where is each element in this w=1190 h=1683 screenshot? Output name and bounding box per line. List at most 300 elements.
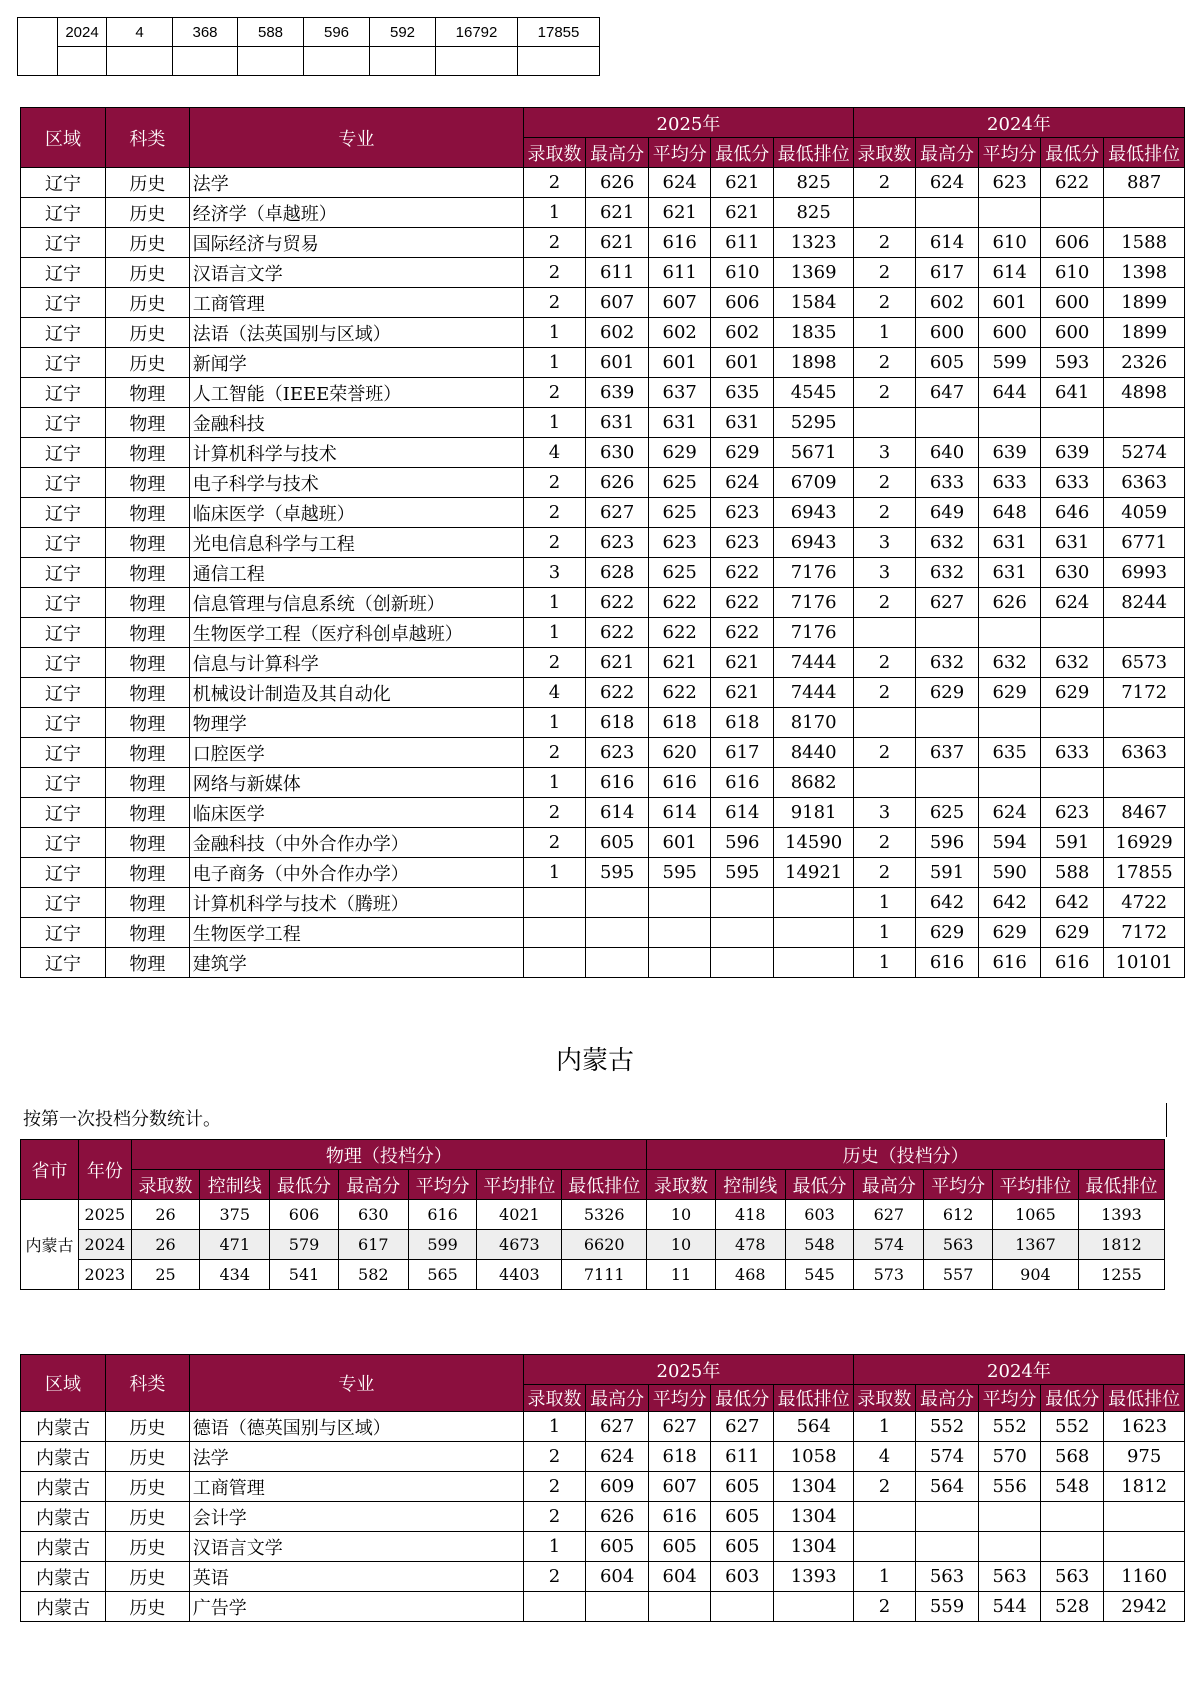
value-cell: 602 bbox=[586, 318, 649, 348]
region-cell: 辽宁 bbox=[21, 318, 106, 348]
value-cell: 528 bbox=[1041, 1592, 1104, 1622]
value-cell: 642 bbox=[915, 888, 978, 918]
value-cell: 2 bbox=[524, 228, 586, 258]
subject-cell: 历史 bbox=[105, 348, 189, 378]
value-cell: 5295 bbox=[774, 408, 854, 438]
value-cell: 616 bbox=[586, 768, 649, 798]
value-cell: 627 bbox=[586, 1412, 649, 1442]
value-cell: 563 bbox=[924, 1230, 993, 1260]
value-cell: 26 bbox=[131, 1200, 200, 1230]
value-cell: 887 bbox=[1104, 168, 1185, 198]
value-cell: 603 bbox=[785, 1200, 854, 1230]
value-cell bbox=[649, 918, 711, 948]
region-cell: 辽宁 bbox=[21, 438, 106, 468]
value-cell: 3 bbox=[853, 528, 915, 558]
value-cell: 1 bbox=[853, 888, 915, 918]
value-cell: 1304 bbox=[774, 1502, 854, 1532]
value-cell: 611 bbox=[649, 258, 711, 288]
value-cell: 600 bbox=[1041, 288, 1104, 318]
value-cell: 610 bbox=[711, 258, 774, 288]
value-cell: 1 bbox=[853, 318, 915, 348]
value-cell: 629 bbox=[711, 438, 774, 468]
major-cell: 金融科技 bbox=[189, 408, 523, 438]
table-row bbox=[18, 47, 600, 76]
value-cell: 617 bbox=[915, 258, 978, 288]
table-row bbox=[21, 828, 1185, 858]
column-header: 最高分 bbox=[586, 1385, 649, 1412]
value-cell bbox=[1041, 1532, 1104, 1562]
value-cell: 629 bbox=[1041, 678, 1104, 708]
value-cell bbox=[711, 948, 774, 978]
value-cell: 610 bbox=[1041, 258, 1104, 288]
value-cell: 1812 bbox=[1078, 1230, 1164, 1260]
region-cell: 辽宁 bbox=[21, 468, 106, 498]
value-cell: 631 bbox=[586, 408, 649, 438]
value-cell: 563 bbox=[979, 1562, 1041, 1592]
value-cell: 601 bbox=[649, 828, 711, 858]
value-cell: 600 bbox=[915, 318, 978, 348]
subject-cell: 物理 bbox=[105, 678, 189, 708]
value-cell: 624 bbox=[979, 798, 1041, 828]
value-cell: 7176 bbox=[774, 588, 854, 618]
major-cell: 金融科技（中外合作办学） bbox=[189, 828, 523, 858]
value-cell: 629 bbox=[915, 918, 978, 948]
value-cell: 605 bbox=[586, 828, 649, 858]
header-year-2024: 2024年 bbox=[853, 108, 1184, 138]
column-header: 最低分 bbox=[711, 138, 774, 168]
province-cell: 内蒙古 bbox=[21, 1200, 79, 1290]
major-cell: 汉语言文学 bbox=[189, 258, 523, 288]
value-cell: 25 bbox=[131, 1260, 200, 1290]
column-header: 最低分 bbox=[711, 1385, 774, 1412]
value-cell: 471 bbox=[200, 1230, 270, 1260]
value-cell: 605 bbox=[649, 1532, 711, 1562]
table-cell: 16792 bbox=[436, 18, 518, 47]
value-cell: 602 bbox=[649, 318, 711, 348]
column-header: 最低排位 bbox=[774, 138, 854, 168]
value-cell: 1899 bbox=[1104, 288, 1185, 318]
value-cell: 616 bbox=[408, 1200, 477, 1230]
value-cell: 26 bbox=[131, 1230, 200, 1260]
subject-cell: 历史 bbox=[105, 258, 189, 288]
major-cell: 会计学 bbox=[189, 1502, 523, 1532]
value-cell: 2 bbox=[524, 378, 586, 408]
value-cell: 632 bbox=[979, 648, 1041, 678]
major-cell: 电子商务（中外合作办学） bbox=[189, 858, 523, 888]
value-cell bbox=[1104, 618, 1185, 648]
region-cell: 内蒙古 bbox=[21, 1562, 106, 1592]
value-cell: 591 bbox=[1041, 828, 1104, 858]
value-cell: 2 bbox=[853, 348, 915, 378]
value-cell: 2 bbox=[524, 288, 586, 318]
value-cell: 4059 bbox=[1104, 498, 1185, 528]
value-cell: 591 bbox=[915, 858, 978, 888]
value-cell bbox=[979, 768, 1041, 798]
header-major: 专业 bbox=[189, 1355, 523, 1412]
value-cell bbox=[1041, 198, 1104, 228]
value-cell: 601 bbox=[649, 348, 711, 378]
value-cell: 614 bbox=[649, 798, 711, 828]
value-cell: 632 bbox=[915, 648, 978, 678]
table-cell: 17855 bbox=[518, 18, 600, 47]
subject-cell: 历史 bbox=[105, 228, 189, 258]
column-header: 录取数 bbox=[524, 138, 586, 168]
value-cell: 582 bbox=[338, 1260, 408, 1290]
major-cell: 信息与计算科学 bbox=[189, 648, 523, 678]
value-cell: 629 bbox=[979, 678, 1041, 708]
year-cell: 2024 bbox=[79, 1230, 132, 1260]
value-cell: 1398 bbox=[1104, 258, 1185, 288]
region-cell: 辽宁 bbox=[21, 708, 106, 738]
value-cell bbox=[1104, 768, 1185, 798]
value-cell: 1304 bbox=[774, 1472, 854, 1502]
value-cell: 616 bbox=[711, 768, 774, 798]
value-cell: 602 bbox=[915, 288, 978, 318]
value-cell bbox=[853, 768, 915, 798]
value-cell: 2 bbox=[853, 858, 915, 888]
table-row bbox=[21, 408, 1185, 438]
value-cell: 631 bbox=[711, 408, 774, 438]
value-cell: 588 bbox=[1041, 858, 1104, 888]
subject-cell: 历史 bbox=[105, 318, 189, 348]
table-row bbox=[21, 378, 1185, 408]
column-header: 录取数 bbox=[131, 1170, 200, 1200]
value-cell: 637 bbox=[649, 378, 711, 408]
value-cell bbox=[649, 888, 711, 918]
major-cell: 法语（法英国别与区域） bbox=[189, 318, 523, 348]
subject-cell: 物理 bbox=[105, 888, 189, 918]
value-cell: 2 bbox=[524, 738, 586, 768]
value-cell: 17855 bbox=[1104, 858, 1185, 888]
value-cell: 579 bbox=[270, 1230, 339, 1260]
subject-cell: 物理 bbox=[105, 588, 189, 618]
table-row bbox=[21, 1412, 1185, 1442]
value-cell: 8170 bbox=[774, 708, 854, 738]
major-cell: 人工智能（IEEE荣誉班） bbox=[189, 378, 523, 408]
value-cell: 4673 bbox=[477, 1230, 562, 1260]
table-cell: 368 bbox=[173, 18, 238, 47]
value-cell: 606 bbox=[711, 288, 774, 318]
major-cell: 英语 bbox=[189, 1562, 523, 1592]
value-cell: 631 bbox=[979, 528, 1041, 558]
table-row bbox=[21, 798, 1185, 828]
value-cell: 552 bbox=[979, 1412, 1041, 1442]
value-cell: 602 bbox=[711, 318, 774, 348]
value-cell: 2 bbox=[524, 1562, 586, 1592]
value-cell: 2 bbox=[524, 798, 586, 828]
value-cell: 1898 bbox=[774, 348, 854, 378]
value-cell: 621 bbox=[711, 168, 774, 198]
value-cell: 607 bbox=[586, 288, 649, 318]
value-cell: 1 bbox=[524, 408, 586, 438]
table-row bbox=[21, 918, 1185, 948]
value-cell: 622 bbox=[711, 588, 774, 618]
value-cell bbox=[1041, 1502, 1104, 1532]
table-row bbox=[21, 348, 1185, 378]
value-cell: 596 bbox=[915, 828, 978, 858]
value-cell: 647 bbox=[915, 378, 978, 408]
table-row bbox=[21, 1472, 1185, 1502]
value-cell: 633 bbox=[915, 468, 978, 498]
value-cell: 621 bbox=[711, 678, 774, 708]
value-cell: 6943 bbox=[774, 528, 854, 558]
value-cell: 600 bbox=[979, 318, 1041, 348]
value-cell: 1 bbox=[524, 1412, 586, 1442]
value-cell bbox=[524, 888, 586, 918]
value-cell bbox=[649, 1592, 711, 1622]
value-cell: 6363 bbox=[1104, 468, 1185, 498]
column-header: 平均分 bbox=[979, 1385, 1041, 1412]
value-cell: 605 bbox=[711, 1502, 774, 1532]
value-cell: 627 bbox=[854, 1200, 924, 1230]
table-row bbox=[21, 558, 1185, 588]
value-cell: 2 bbox=[524, 258, 586, 288]
value-cell: 618 bbox=[649, 708, 711, 738]
region-cell: 辽宁 bbox=[21, 528, 106, 558]
value-cell: 1369 bbox=[774, 258, 854, 288]
column-header: 录取数 bbox=[853, 1385, 915, 1412]
value-cell: 565 bbox=[408, 1260, 477, 1290]
header-year-2024: 2024年 bbox=[853, 1355, 1184, 1385]
column-header: 平均分 bbox=[979, 138, 1041, 168]
column-header: 录取数 bbox=[853, 138, 915, 168]
column-header: 最低分 bbox=[785, 1170, 854, 1200]
value-cell: 622 bbox=[649, 588, 711, 618]
region-cell: 辽宁 bbox=[21, 348, 106, 378]
value-cell: 621 bbox=[649, 198, 711, 228]
header-year-2025: 2025年 bbox=[524, 1355, 854, 1385]
value-cell: 2 bbox=[524, 468, 586, 498]
value-cell: 630 bbox=[1041, 558, 1104, 588]
value-cell: 633 bbox=[1041, 468, 1104, 498]
value-cell: 631 bbox=[1041, 528, 1104, 558]
value-cell: 1160 bbox=[1104, 1562, 1185, 1592]
value-cell: 1 bbox=[853, 948, 915, 978]
value-cell: 4 bbox=[524, 438, 586, 468]
region-cell: 辽宁 bbox=[21, 678, 106, 708]
subject-cell: 历史 bbox=[105, 1502, 189, 1532]
value-cell: 625 bbox=[649, 468, 711, 498]
value-cell: 3 bbox=[853, 438, 915, 468]
value-cell: 616 bbox=[915, 948, 978, 978]
subject-cell: 物理 bbox=[105, 858, 189, 888]
value-cell: 1367 bbox=[992, 1230, 1078, 1260]
value-cell: 629 bbox=[979, 918, 1041, 948]
region-cell: 辽宁 bbox=[21, 888, 106, 918]
subject-cell: 物理 bbox=[105, 378, 189, 408]
region-cell: 辽宁 bbox=[21, 798, 106, 828]
value-cell: 632 bbox=[915, 558, 978, 588]
value-cell: 11 bbox=[647, 1260, 716, 1290]
table-cell: 2024 bbox=[58, 18, 107, 47]
value-cell bbox=[1041, 708, 1104, 738]
value-cell: 601 bbox=[711, 348, 774, 378]
subject-cell: 历史 bbox=[105, 198, 189, 228]
value-cell: 605 bbox=[711, 1472, 774, 1502]
value-cell: 626 bbox=[586, 468, 649, 498]
value-cell: 593 bbox=[1041, 348, 1104, 378]
header-year-2025: 2025年 bbox=[524, 108, 854, 138]
column-header: 控制线 bbox=[715, 1170, 785, 1200]
value-cell: 621 bbox=[586, 198, 649, 228]
neimenggu-summary-table bbox=[20, 1139, 1165, 1290]
value-cell: 1835 bbox=[774, 318, 854, 348]
region-cell: 辽宁 bbox=[21, 558, 106, 588]
value-cell: 620 bbox=[649, 738, 711, 768]
value-cell bbox=[586, 888, 649, 918]
major-cell: 国际经济与贸易 bbox=[189, 228, 523, 258]
year-cell: 2023 bbox=[79, 1260, 132, 1290]
value-cell: 10 bbox=[647, 1200, 716, 1230]
value-cell: 625 bbox=[915, 798, 978, 828]
table-row bbox=[21, 1200, 1165, 1230]
value-cell: 603 bbox=[711, 1562, 774, 1592]
region-cell: 辽宁 bbox=[21, 198, 106, 228]
value-cell: 629 bbox=[649, 438, 711, 468]
value-cell bbox=[711, 888, 774, 918]
table-row bbox=[21, 678, 1185, 708]
value-cell: 6709 bbox=[774, 468, 854, 498]
table-row bbox=[21, 1442, 1185, 1472]
year-cell: 2025 bbox=[79, 1200, 132, 1230]
major-cell: 口腔医学 bbox=[189, 738, 523, 768]
value-cell bbox=[774, 888, 854, 918]
value-cell: 2 bbox=[853, 1592, 915, 1622]
value-cell: 595 bbox=[711, 858, 774, 888]
value-cell: 1 bbox=[524, 768, 586, 798]
region-cell: 辽宁 bbox=[21, 828, 106, 858]
column-header: 平均分 bbox=[408, 1170, 477, 1200]
value-cell: 625 bbox=[649, 558, 711, 588]
region-cell: 辽宁 bbox=[21, 918, 106, 948]
column-header: 平均分 bbox=[649, 138, 711, 168]
value-cell: 618 bbox=[649, 1442, 711, 1472]
value-cell: 574 bbox=[915, 1442, 978, 1472]
liaoning-majors-table bbox=[20, 107, 1185, 978]
subject-cell: 历史 bbox=[105, 1532, 189, 1562]
region-cell: 辽宁 bbox=[21, 948, 106, 978]
value-cell bbox=[649, 948, 711, 978]
header-history: 历史（投档分） bbox=[647, 1140, 1165, 1170]
value-cell bbox=[1041, 618, 1104, 648]
value-cell: 611 bbox=[711, 1442, 774, 1472]
column-header: 平均排位 bbox=[992, 1170, 1078, 1200]
value-cell: 637 bbox=[915, 738, 978, 768]
value-cell: 478 bbox=[715, 1230, 785, 1260]
value-cell: 614 bbox=[979, 258, 1041, 288]
region-cell: 内蒙古 bbox=[21, 1442, 106, 1472]
region-cell: 内蒙古 bbox=[21, 1412, 106, 1442]
value-cell: 2 bbox=[524, 1442, 586, 1472]
table-row bbox=[21, 738, 1185, 768]
value-cell: 3 bbox=[853, 798, 915, 828]
table-row bbox=[21, 198, 1185, 228]
value-cell: 621 bbox=[586, 228, 649, 258]
value-cell bbox=[774, 948, 854, 978]
value-cell: 2 bbox=[524, 828, 586, 858]
value-cell: 627 bbox=[586, 498, 649, 528]
value-cell: 544 bbox=[979, 1592, 1041, 1622]
value-cell: 604 bbox=[649, 1562, 711, 1592]
table-row bbox=[21, 168, 1185, 198]
value-cell: 1 bbox=[853, 1562, 915, 1592]
region-cell: 辽宁 bbox=[21, 378, 106, 408]
value-cell: 2 bbox=[853, 648, 915, 678]
value-cell: 5671 bbox=[774, 438, 854, 468]
table-row bbox=[21, 438, 1185, 468]
table-cell: 596 bbox=[304, 18, 370, 47]
table-row bbox=[21, 228, 1185, 258]
value-cell: 627 bbox=[649, 1412, 711, 1442]
subject-cell: 物理 bbox=[105, 408, 189, 438]
value-cell: 825 bbox=[774, 198, 854, 228]
value-cell: 8682 bbox=[774, 768, 854, 798]
value-cell: 630 bbox=[338, 1200, 408, 1230]
value-cell: 627 bbox=[915, 588, 978, 618]
value-cell: 3 bbox=[524, 558, 586, 588]
table-row bbox=[21, 318, 1185, 348]
table-cell: 4 bbox=[107, 18, 173, 47]
value-cell: 601 bbox=[979, 288, 1041, 318]
value-cell: 564 bbox=[915, 1472, 978, 1502]
value-cell: 639 bbox=[1041, 438, 1104, 468]
value-cell: 564 bbox=[774, 1412, 854, 1442]
value-cell: 617 bbox=[711, 738, 774, 768]
header-region: 区域 bbox=[21, 1355, 106, 1412]
value-cell: 1058 bbox=[774, 1442, 854, 1472]
table-row bbox=[21, 1502, 1185, 1532]
table-cell: 588 bbox=[238, 18, 304, 47]
value-cell: 2 bbox=[853, 828, 915, 858]
table-row bbox=[21, 948, 1185, 978]
value-cell: 614 bbox=[586, 798, 649, 828]
subject-cell: 物理 bbox=[105, 438, 189, 468]
value-cell: 627 bbox=[711, 1412, 774, 1442]
value-cell: 573 bbox=[854, 1260, 924, 1290]
value-cell: 4898 bbox=[1104, 378, 1185, 408]
value-cell: 623 bbox=[711, 528, 774, 558]
value-cell: 2 bbox=[853, 468, 915, 498]
value-cell: 1 bbox=[853, 1412, 915, 1442]
value-cell: 16929 bbox=[1104, 828, 1185, 858]
value-cell: 594 bbox=[979, 828, 1041, 858]
value-cell: 595 bbox=[649, 858, 711, 888]
value-cell: 624 bbox=[1041, 588, 1104, 618]
value-cell: 618 bbox=[586, 708, 649, 738]
value-cell bbox=[1104, 1532, 1185, 1562]
value-cell: 548 bbox=[785, 1230, 854, 1260]
table-cell bbox=[58, 47, 107, 76]
value-cell: 2 bbox=[853, 378, 915, 408]
value-cell: 621 bbox=[711, 648, 774, 678]
subject-cell: 物理 bbox=[105, 798, 189, 828]
region-cell: 辽宁 bbox=[21, 618, 106, 648]
value-cell: 14921 bbox=[774, 858, 854, 888]
column-header: 最高分 bbox=[854, 1170, 924, 1200]
value-cell: 628 bbox=[586, 558, 649, 588]
value-cell: 563 bbox=[915, 1562, 978, 1592]
value-cell bbox=[979, 198, 1041, 228]
table-row bbox=[18, 18, 600, 47]
value-cell: 622 bbox=[711, 618, 774, 648]
major-cell: 生物医学工程 bbox=[189, 918, 523, 948]
value-cell: 642 bbox=[1041, 888, 1104, 918]
value-cell bbox=[774, 918, 854, 948]
value-cell: 622 bbox=[586, 678, 649, 708]
table-row bbox=[21, 468, 1185, 498]
value-cell: 6993 bbox=[1104, 558, 1185, 588]
header-major: 专业 bbox=[189, 108, 523, 168]
